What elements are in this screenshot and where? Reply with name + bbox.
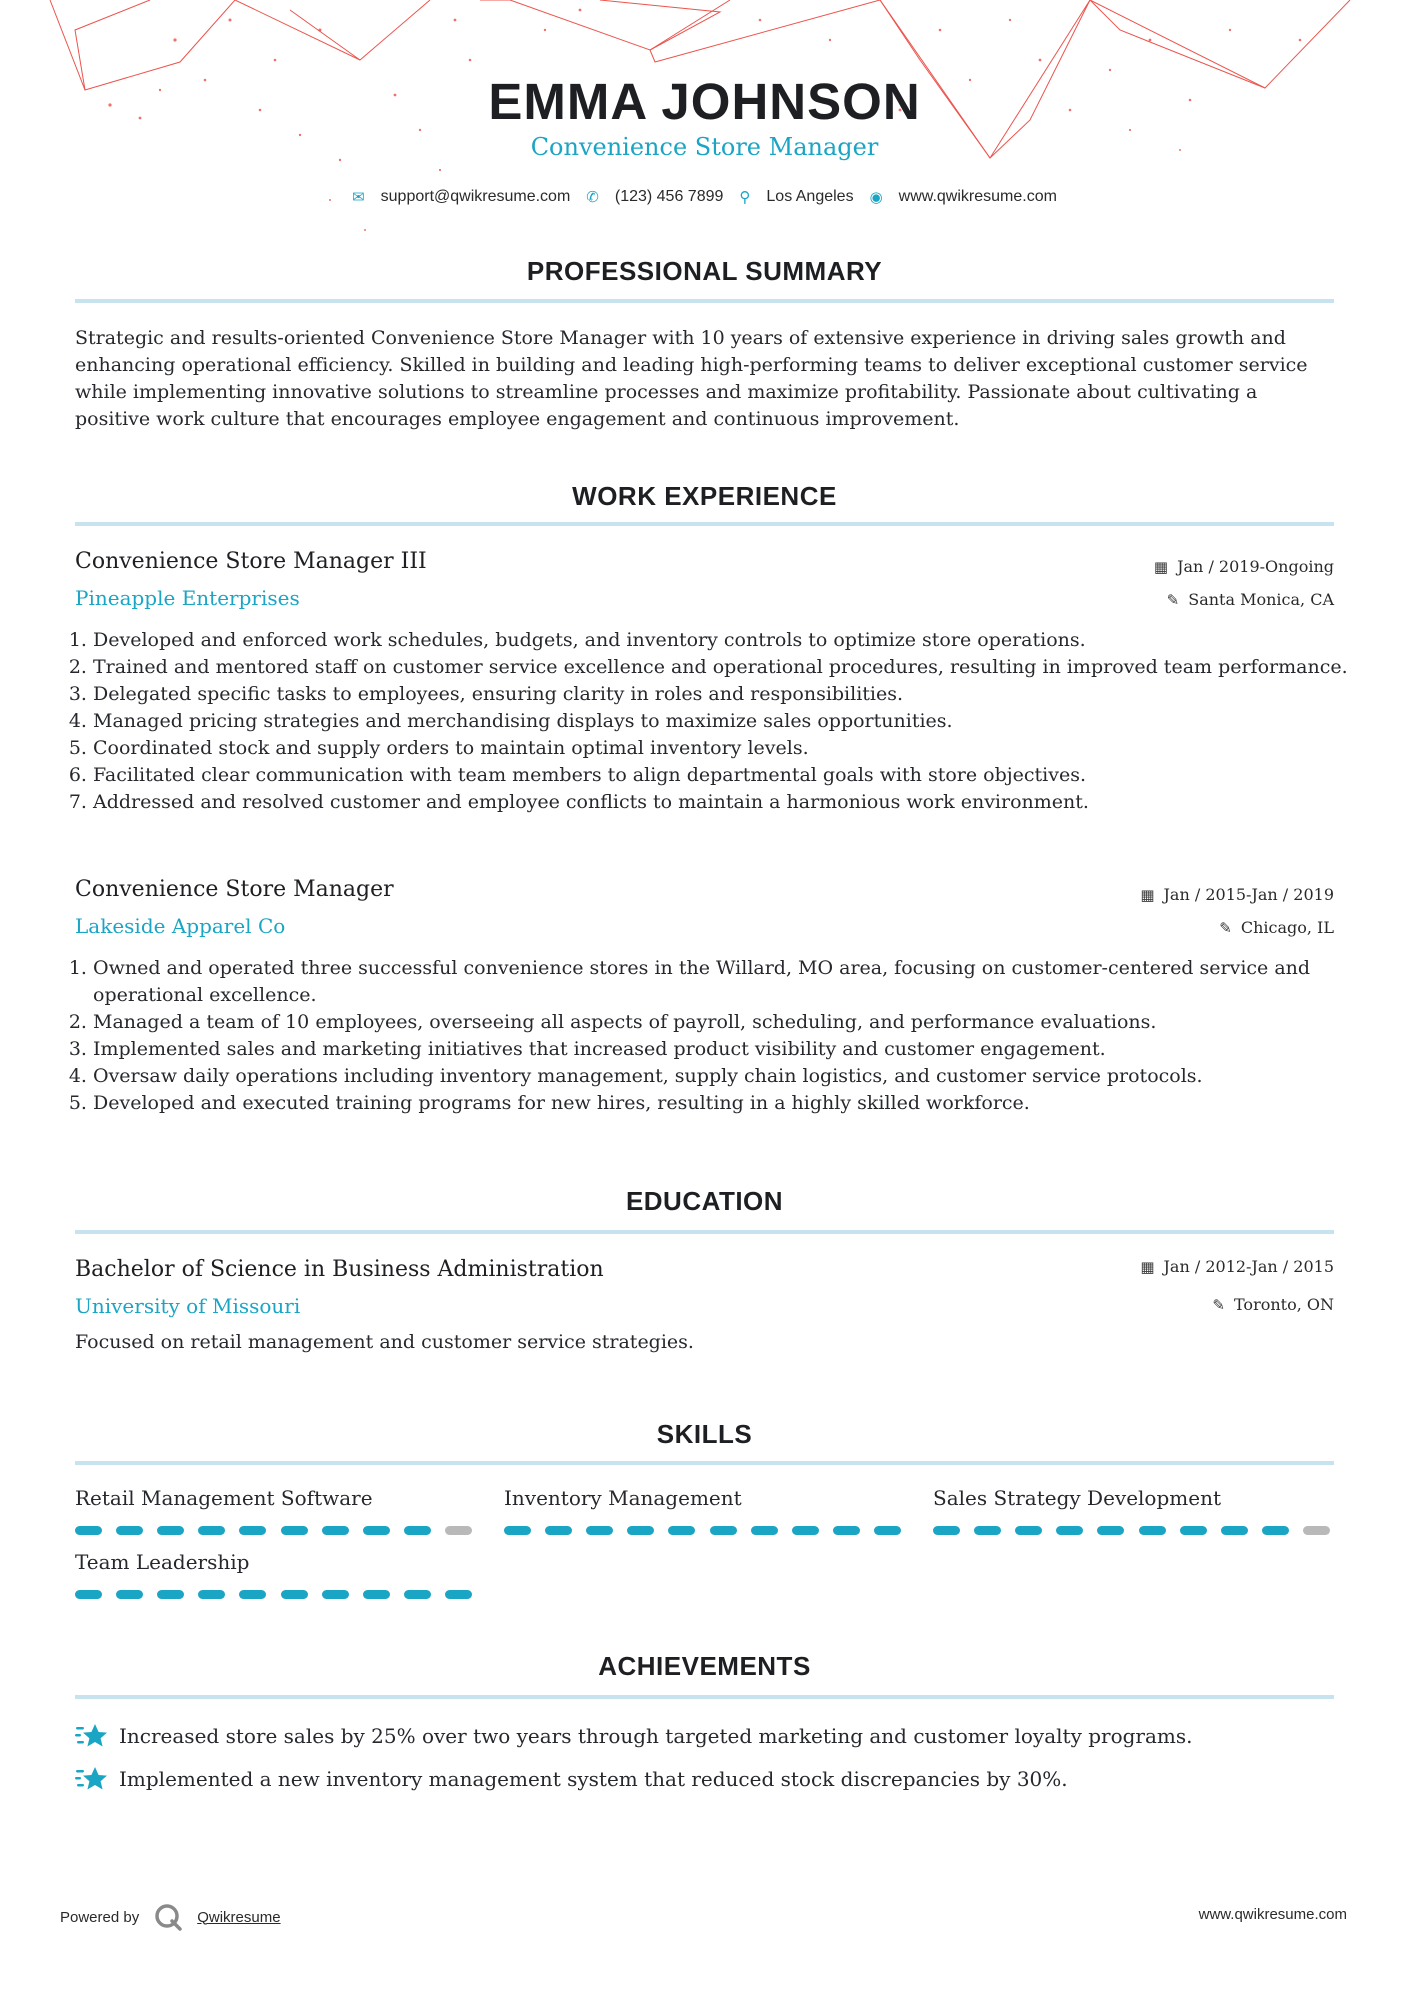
job-location [1219,918,1334,937]
job-dates [1140,885,1334,904]
education-dates-text: Jan / 2012-Jan / 2015 [1163,1257,1334,1276]
contact-phone[interactable] [586,188,723,206]
list-item: 6. Facilitated clear communication with team members to align departmental goals with store objectives. [93,762,1352,789]
star-icon [75,1721,111,1751]
summary-text: Strategic and results-oriented Convenience Store Manager with 10 years of extensive experience in driving sales growth and enhancing operational efficiency. Skilled in building and leading high-performing teams to deliver exceptional customer service while implementing innovative solutions to streamline processes and maximize profitability. Passionate about cultivating a positive work culture that encourages employee engagement and continuous improvement. [75,327,1308,430]
skill-dash [445,1526,472,1535]
skill-level-bar [504,1526,904,1535]
education-description: Focused on retail management and customer service strategies. [75,1331,694,1353]
skill-dash [1262,1526,1289,1535]
job-company: Pineapple Enterprises [75,586,300,610]
candidate-title: Convenience Store Manager [530,133,879,161]
summary-heading: PROFESSIONAL SUMMARY [526,256,883,286]
skill-dash [322,1590,349,1599]
list-item: 5. Developed and executed training programs for new hires, resulting in a highly skilled workforce. [93,1090,1352,1117]
calendar-icon: ▦ [1153,557,1169,576]
achievement-item [75,1721,1334,1751]
skill-dash [545,1526,572,1535]
achievement-item [75,1764,1334,1794]
skill-dash [322,1526,349,1535]
education-degree: Bachelor of Science in Business Administration [75,1257,604,1282]
skill-dash [1097,1526,1124,1535]
pushpin-icon: ✎ [1219,918,1232,937]
calendar-icon: ▦ [1140,885,1155,904]
globe-icon: ◉ [869,188,883,206]
job-title: Convenience Store Manager [75,877,394,902]
skill-dash [116,1526,143,1535]
list-item: 4. Managed pricing strategies and merchandising displays to maximize sales opportunities. [93,708,1352,735]
job-dates-text: Jan / 2015-Jan / 2019 [1163,885,1334,904]
achievements-heading: ACHIEVEMENTS [598,1651,811,1681]
skill-dash [1056,1526,1083,1535]
skill-dash [1180,1526,1207,1535]
contact-email[interactable] [352,188,570,206]
education-heading: EDUCATION [625,1186,784,1216]
list-item: 7. Addressed and resolved customer and employee conflicts to maintain a harmonious work environment. [93,789,1352,816]
skill-dash [874,1526,901,1535]
contact-bar [75,188,1334,206]
skills-heading: SKILLS [656,1419,753,1449]
job-location-text: Santa Monica, CA [1188,590,1334,609]
pushpin-icon: ✎ [1166,590,1180,609]
star-icon [75,1764,111,1794]
job-company: Lakeside Apparel Co [75,914,286,938]
skill-dash [157,1526,184,1535]
skill-dash [116,1590,143,1599]
skill-dash [833,1526,860,1535]
skill-dash [1139,1526,1166,1535]
skills-rule [75,1461,1334,1465]
job-bullets [75,955,1352,1117]
skill-name: Sales Strategy Development [933,1486,1221,1510]
skill-dash [1303,1526,1330,1535]
contact-location [739,188,853,206]
experience-rule [75,522,1334,526]
summary-rule [75,299,1334,303]
skill-dash [1221,1526,1248,1535]
skill-dash [363,1590,390,1599]
education-location [1212,1295,1334,1314]
job-bullets [75,627,1352,816]
skill-item [504,1486,904,1516]
skill-level-bar [75,1526,475,1535]
skill-dash [504,1526,531,1535]
education-location-text: Toronto, ON [1234,1295,1334,1314]
job-location-text: Chicago, IL [1240,918,1334,937]
contact-phone-text: (123) 456 7899 [614,188,724,205]
skill-dash [933,1526,960,1535]
skill-dash [586,1526,613,1535]
skill-dash [974,1526,1001,1535]
skill-dash [75,1590,102,1599]
contact-location-text: Los Angeles [766,188,854,205]
list-item: 3. Implemented sales and marketing initiatives that increased product visibility and customer engagement. [93,1036,1352,1063]
envelope-icon: ✉ [352,188,365,206]
skill-level-bar [933,1526,1333,1535]
skill-level-bar [75,1590,475,1599]
skill-dash [198,1526,225,1535]
calendar-icon: ▦ [1140,1257,1155,1276]
education-rule [75,1230,1334,1234]
skill-dash [157,1590,184,1599]
contact-email-text: support@qwikresume.com [380,188,571,205]
list-item: 5. Coordinated stock and supply orders to maintain optimal inventory levels. [93,735,1352,762]
skill-dash [1015,1526,1042,1535]
job-location [1167,590,1334,609]
list-item: 1. Developed and enforced work schedules, budgets, and inventory controls to optimize store operations. [93,627,1352,654]
skill-dash [75,1526,102,1535]
achievements-rule [75,1695,1334,1699]
resume-page [75,0,1348,1990]
skill-name: Inventory Management [504,1486,742,1510]
skill-dash [751,1526,778,1535]
skill-dash [281,1526,308,1535]
education-school: University of Missouri [75,1294,301,1318]
skill-dash [668,1526,695,1535]
skill-dash [404,1526,431,1535]
skill-dash [198,1590,225,1599]
skill-item [75,1550,475,1580]
list-item: 2. Managed a team of 10 employees, overseeing all aspects of payroll, scheduling, and performance evaluations. [93,1009,1352,1036]
list-item: 1. Owned and operated three successful convenience stores in the Willard, MO area, focusing on customer-centered service and operational excellence. [93,955,1352,1009]
skill-dash [281,1590,308,1599]
brand-link[interactable]: Qwikresume [197,1908,281,1926]
candidate-name: EMMA JOHNSON [488,73,921,130]
list-item: 3. Delegated specific tasks to employees, ensuring clarity in roles and responsibilities. [93,681,1352,708]
list-item: 4. Oversaw daily operations including inventory management, supply chain logistics, and customer service protocols. [93,1063,1352,1090]
achievement-text: Increased store sales by 25% over two years through targeted marketing and customer loyalty programs. [119,1724,1193,1748]
skill-name: Retail Management Software [75,1486,373,1510]
footer-website[interactable]: www.qwikresume.com [1198,1906,1347,1923]
skill-dash [445,1590,472,1599]
job-dates [1154,557,1334,576]
map-pin-icon: ⚲ [739,188,751,206]
contact-website-text: www.qwikresume.com [898,188,1057,205]
skill-dash [239,1526,266,1535]
skill-item [75,1486,475,1516]
skill-dash [627,1526,654,1535]
skill-dash [792,1526,819,1535]
footer-powered-by [60,1902,281,1932]
contact-website[interactable] [870,188,1057,206]
education-dates [1140,1257,1334,1276]
qwikresume-logo-icon [153,1902,183,1932]
skill-dash [363,1526,390,1535]
skill-dash [404,1590,431,1599]
experience-heading: WORK EXPERIENCE [572,481,837,511]
powered-by-label: Powered by [60,1908,140,1926]
list-item: 2. Trained and mentored staff on customer service excellence and operational procedures, resulting in improved team performance. [93,654,1352,681]
skill-name: Team Leadership [75,1550,250,1574]
phone-icon: ✆ [586,188,599,206]
skill-dash [239,1590,266,1599]
pushpin-icon: ✎ [1212,1295,1225,1314]
job-dates-text: Jan / 2019-Ongoing [1177,557,1334,576]
skill-item [933,1486,1333,1516]
skill-dash [710,1526,737,1535]
achievement-text: Implemented a new inventory management system that reduced stock discrepancies by 30%. [119,1767,1068,1791]
job-title: Convenience Store Manager III [75,549,427,574]
